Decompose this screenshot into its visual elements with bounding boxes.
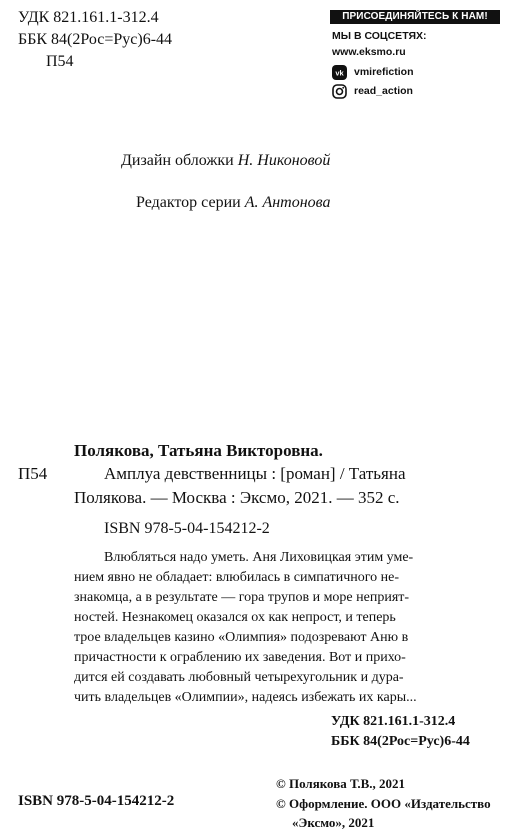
annotation-line-6: причастности к ограблению их заведения. Вот и прихо- [74,650,406,665]
udk-code-top: УДК 821.161.1-312.4 [18,9,159,26]
bbk-code-bottom: ББК 84(2Рос=Рус)6-44 [331,734,470,749]
annotation-line-3: знакомца, а в результате — гора трупов и море неприят- [74,590,410,605]
udk-code-bottom: УДК 821.161.1-312.4 [331,714,456,729]
index-code-bib: П54 [18,464,48,483]
social-subtitle: МЫ В СОЦСЕТЯХ: [332,30,427,42]
cover-design-credit [121,152,330,170]
copyright-publisher: «Эксмо», 2021 [292,815,375,830]
copyright-design: © Оформление. ООО «Издательство [276,796,491,811]
website-link[interactable]: www.eksmo.ru [332,46,406,58]
cover-design-label: Дизайн обложки [121,152,238,169]
instagram-handle[interactable]: read_action [354,85,413,97]
vk-icon[interactable] [332,65,347,80]
bib-line-2: Полякова. — Москва : Эксмо, 2021. — 352 с. [74,488,400,507]
annotation-line-4: ностей. Незнакомец оказался ох как непрост, и теперь [74,610,396,625]
annotation-line-2: нием явно не обладает: влюбилась в симпатичного не- [74,570,400,585]
instagram-icon[interactable] [332,84,347,99]
annotation-line-8: чить владельцев «Олимпии», надеясь избежать их кары... [74,690,417,705]
vk-handle[interactable]: vmirefiction [354,66,414,78]
annotation-line-1: Влюбляться надо уметь. Аня Лиховицкая этим уме- [104,550,414,565]
svg-text:vk: vk [335,68,344,78]
isbn-bib: ISBN 978-5-04-154212-2 [104,520,270,537]
annotation-line-5: трое владельцев казино «Олимпия» подозревают Аню в [74,630,409,645]
copyright-author: © Полякова Т.В., 2021 [276,776,406,791]
isbn-footer: ISBN 978-5-04-154212-2 [18,793,175,809]
series-editor-name: А. Антонова [244,194,331,211]
annotation-line-7: дится ей создавать любовный четырехугольник и дура- [74,670,404,685]
bib-line-1: Амплуа девственницы : [роман] / Татьяна [104,464,406,483]
index-code-top: П54 [46,53,74,70]
series-editor-label: Редактор серии [136,194,245,211]
social-banner: ПРИСОЕДИНЯЙТЕСЬ К НАМ! [330,10,500,24]
author-heading: Полякова, Татьяна Викторовна. [74,441,323,460]
bbk-code-top: ББК 84(2Рос=Рус)6-44 [18,31,173,48]
cover-designer-name: Н. Никоновой [237,152,331,169]
series-editor-credit [136,194,331,212]
